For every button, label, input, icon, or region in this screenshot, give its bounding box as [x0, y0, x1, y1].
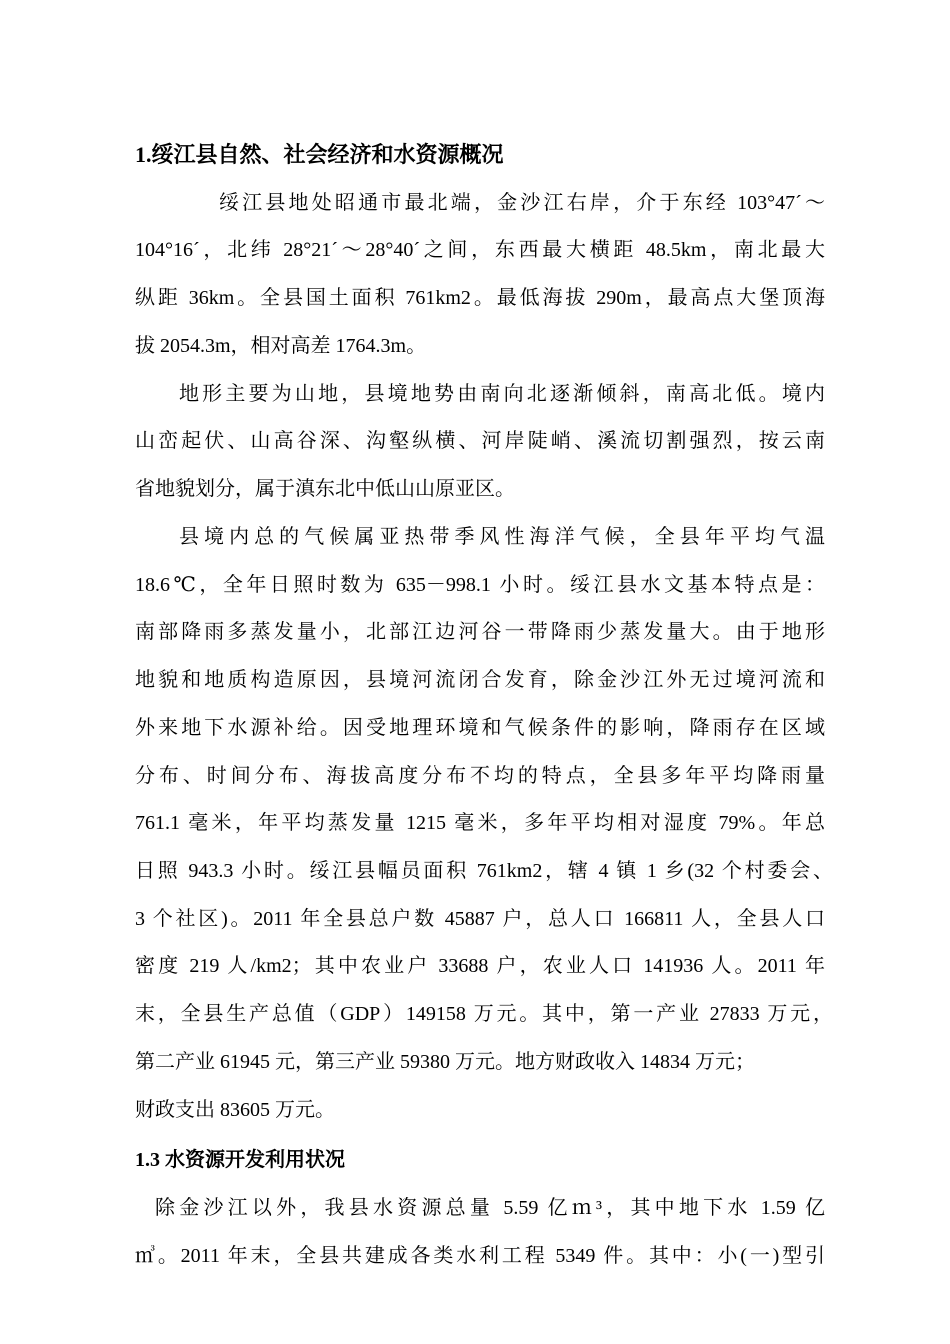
paragraph-line: 山峦起伏、山高谷深、沟壑纵横、河岸陡峭、溪流切割强烈，按云南 — [135, 430, 825, 452]
paragraph-line: 末，全县生产总值（GDP）149158 万元。其中，第一产业 27833 万元， — [135, 1003, 833, 1025]
paragraph-line: 拔 2054.3m，相对高差 1764.3m。 — [135, 335, 427, 357]
paragraph-line: 18.6℃，全年日照时数为 635－998.1 小时。绥江县水文基本特点是： — [135, 574, 825, 596]
paragraph-line: 密度 219 人/km2；其中农业户 33688 户，农业人口 141936 人。2011 年 — [135, 955, 825, 977]
paragraph-line: 日照 943.3 小时。绥江县幅员面积 761km2，辖 4 镇 1 乡(32 个村委会、 — [135, 860, 833, 882]
paragraph-line: 分布、时间分布、海拔高度分布不均的特点，全县多年平均降雨量 — [135, 765, 825, 787]
paragraph-line: 财政支出 83605 万元。 — [135, 1099, 335, 1121]
paragraph-line: 县境内总的气候属亚热带季风性海洋气候，全县年平均气温 — [179, 526, 825, 548]
paragraph-line: 第二产业 61945 元，第三产业 59380 万元。地方财政收入 14834 万元； — [135, 1051, 755, 1073]
paragraph-line: 南部降雨多蒸发量小，北部江边河谷一带降雨少蒸发量大。由于地形 — [135, 621, 825, 643]
paragraph-line: 104°16´，北纬 28°21´～28°40´之间，东西最大横距 48.5km，南北最大 — [135, 239, 825, 261]
paragraph-line: 地貌和地质构造原因，县境河流闭合发育，除金沙江外无过境河流和 — [135, 669, 825, 691]
paragraph-line: 省地貌划分，属于滇东北中低山山原亚区。 — [135, 478, 515, 500]
paragraph-line: 除金沙江以外，我县水资源总量 5.59 亿ｍ³，其中地下水 1.59 亿 — [155, 1197, 825, 1219]
paragraph-line: 绥江县地处昭通市最北端，金沙江右岸，介于东经 103°47´～ — [219, 192, 825, 214]
subsection-heading: 1.3 水资源开发利用状况 — [135, 1149, 345, 1171]
paragraph-line: 761.1 毫米，年平均蒸发量 1215 毫米，多年平均相对湿度 79%。年总 — [135, 812, 825, 834]
paragraph-line: 纵距 36km。全县国土面积 761km2。最低海拔 290m，最高点大堡顶海 — [135, 287, 825, 309]
paragraph-line: 3 个社区)。2011 年全县总户数 45887 户，总人口 166811 人，全县人口 — [135, 908, 825, 930]
paragraph-line: 地形主要为山地，县境地势由南向北逐渐倾斜，南高北低。境内 — [179, 383, 825, 405]
paragraph-line: 外来地下水源补给。因受地理环境和气候条件的影响，降雨存在区域 — [135, 717, 825, 739]
paragraph-line: ㎥。2011 年末，全县共建成各类水利工程 5349 件。其中：小(一)型引 — [135, 1245, 825, 1267]
section-heading: 1.绥江县自然、社会经济和水资源概况 — [135, 142, 504, 167]
